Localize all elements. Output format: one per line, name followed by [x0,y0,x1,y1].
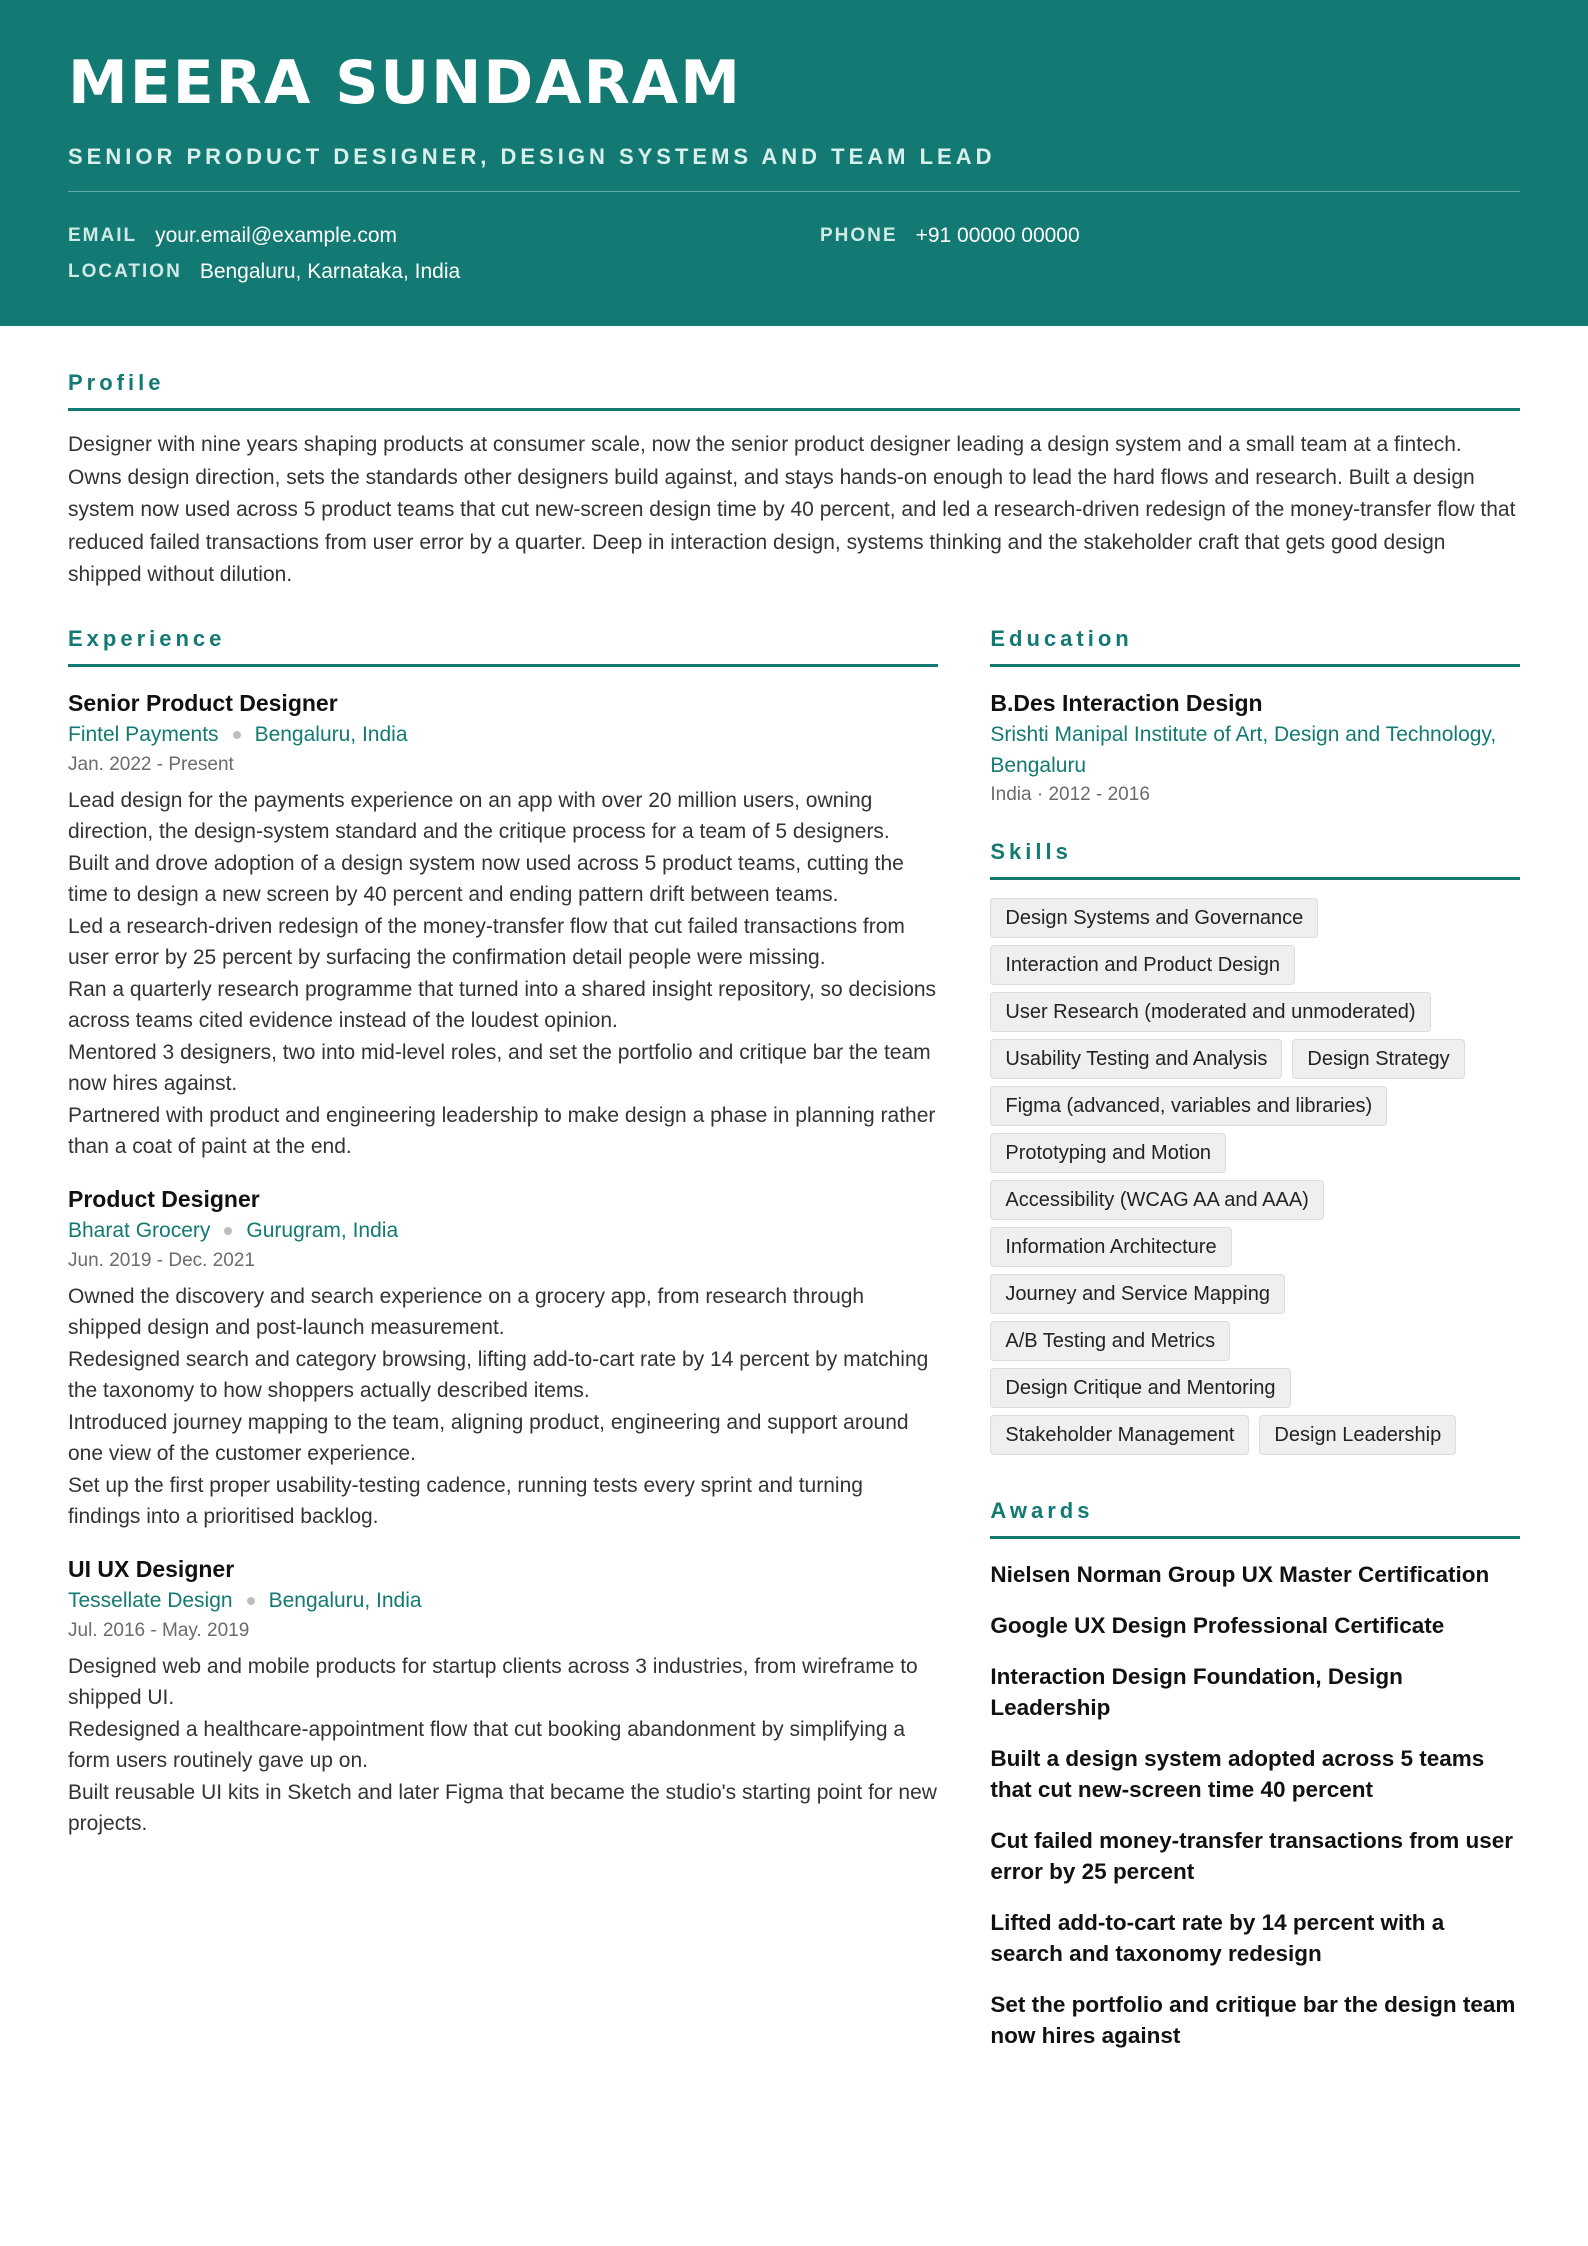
skill-tag: Journey and Service Mapping [990,1274,1285,1314]
skill-tag: Design Strategy [1292,1039,1464,1079]
job-bullet: Lead design for the payments experience on an app with over 20 million users, owning direction, the design-system standard and the critique process for a team of 5 designers. [68,788,890,843]
header-divider [68,191,1520,192]
candidate-name: MEERA SUNDARAM [68,48,742,118]
job-bullet: Redesigned search and category browsing, lifting add-to-cart rate by 14 percent by matching the taxonomy to how shoppers actually described items. [68,1347,929,1402]
skill-tag: User Research (moderated and unmoderated) [990,992,1430,1032]
skill-tag: Prototyping and Motion [990,1133,1226,1173]
job-bullet: Built and drove adoption of a design system now used across 5 product teams, cutting the time to design a new screen by 40 percent and ending pattern drift between teams. [68,851,904,906]
separator-dot-icon [247,1597,255,1605]
job-company: Fintel Payments [68,722,219,746]
job-meta [68,1215,938,1247]
job-bullet: Ran a quarterly research programme that turned into a shared insight repository, so decisions across teams cited evidence instead of the loudest opinion. [68,977,937,1032]
award-item: Lifted add-to-cart rate by 14 percent with a search and taxonomy redesign [990,1909,1445,1966]
award-item: Built a design system adopted across 5 teams that cut new-screen time 40 percent [990,1745,1485,1802]
education-meta: India · 2012 - 2016 [990,783,1150,805]
resume-header [0,0,1588,326]
email-value[interactable]: your.email@example.com [155,224,398,247]
skill-tag: Information Architecture [990,1227,1231,1267]
experience-section [68,626,938,1840]
skills-list [990,898,1520,1462]
phone-label: PHONE [820,225,898,246]
section-title-experience: Experience [68,626,938,667]
skill-tag: Accessibility (WCAG AA and AAA) [990,1180,1323,1220]
job-company: Tessellate Design [68,1588,233,1612]
job-dates: Jan. 2022 - Present [68,753,234,775]
two-column-layout [68,626,1520,2051]
contact-row [68,218,1520,254]
job-bullet: Designed web and mobile products for startup clients across 3 industries, from wireframe to shipped UI. [68,1654,918,1709]
job-location: Bengaluru, India [254,722,408,746]
skill-tag: A/B Testing and Metrics [990,1321,1230,1361]
job-entry [68,1183,938,1533]
job-title: Product Designer [68,1185,260,1212]
award-item: Nielsen Norman Group UX Master Certification [990,1561,1490,1587]
education-school: Srishti Manipal Institute of Art, Design and Technology, Bengaluru [990,722,1497,777]
right-column [990,626,1520,2051]
job-meta [68,719,938,751]
awards-section [990,1498,1520,2051]
education-degree: B.Des Interaction Design [990,689,1263,716]
job-company: Bharat Grocery [68,1218,211,1242]
separator-dot-icon [233,731,241,739]
skill-tag: Stakeholder Management [990,1415,1249,1455]
contact-block [68,218,1520,290]
job-entry [68,1553,938,1840]
job-meta [68,1585,938,1617]
job-bullet: Built reusable UI kits in Sketch and later Figma that became the studio's starting point for new projects. [68,1780,937,1835]
award-item: Google UX Design Professional Certificate [990,1612,1445,1638]
phone-value[interactable]: +91 00000 00000 [915,224,1080,247]
skill-tag: Usability Testing and Analysis [990,1039,1282,1079]
award-item: Interaction Design Foundation, Design Leadership [990,1663,1403,1720]
job-bullet: Owned the discovery and search experience on a grocery app, from research through shipped design and post-launch measurement. [68,1284,865,1339]
job-entry [68,687,938,1163]
section-title-education: Education [990,626,1520,667]
section-title-awards: Awards [990,1498,1520,1539]
job-location: Gurugram, India [246,1218,399,1242]
job-bullet: Led a research-driven redesign of the money-transfer flow that cut failed transactions from user error by 25 percent by surfacing the confirmation detail people were missing. [68,914,905,969]
job-location: Bengaluru, India [268,1588,422,1612]
left-column [68,626,938,2051]
skill-tag: Design Leadership [1259,1415,1456,1455]
skills-section [990,839,1520,1462]
candidate-subtitle: SENIOR PRODUCT DESIGNER, DESIGN SYSTEMS AND TEAM LEAD [68,144,996,169]
award-item: Cut failed money-transfer transactions from user error by 25 percent [990,1827,1513,1884]
location-label: LOCATION [68,261,182,282]
phone-entry [820,224,1080,248]
email-entry [68,224,820,248]
education-section [990,626,1520,809]
award-item: Set the portfolio and critique bar the design team now hires against [990,1991,1516,2048]
job-bullet: Partnered with product and engineering leadership to make design a phase in planning rather than a coat of paint at the end. [68,1103,936,1158]
job-title: UI UX Designer [68,1555,235,1582]
skill-tag: Interaction and Product Design [990,945,1295,985]
section-title-skills: Skills [990,839,1520,880]
profile-section [68,370,1520,592]
skill-tag: Figma (advanced, variables and libraries) [990,1086,1387,1126]
job-bullet: Redesigned a healthcare-appointment flow that cut booking abandonment by simplifying a form users routinely gave up on. [68,1717,906,1772]
job-title: Senior Product Designer [68,689,338,716]
resume-body [0,326,1588,2051]
separator-dot-icon [224,1227,232,1235]
email-label: EMAIL [68,225,138,246]
section-title-profile: Profile [68,370,1520,411]
location-value: Bengaluru, Karnataka, India [199,260,461,283]
job-dates: Jun. 2019 - Dec. 2021 [68,1249,255,1271]
skill-tag: Design Critique and Mentoring [990,1368,1290,1408]
job-bullet: Mentored 3 designers, two into mid-level roles, and set the portfolio and critique bar the team now hires against. [68,1040,931,1095]
contact-row [68,254,1520,290]
location-entry [68,260,820,284]
job-dates: Jul. 2016 - May. 2019 [68,1619,250,1641]
skill-tag: Design Systems and Governance [990,898,1318,938]
profile-text: Designer with nine years shaping products at consumer scale, now the senior product designer leading a design system and a small team at a fintech. Owns design direction, sets the standards other designers build against, and stays hands-on enough to lead the hard flows and research. Built a design system now used across 5 product teams that cut new-screen design time by 40 percent, and led a research-driven redesign of the money-transfer flow that reduced failed transactions from user error by a quarter. Deep in interaction design, systems thinking and the stakeholder craft that gets good design shipped without dilution. [68,433,1516,586]
job-bullet: Introduced journey mapping to the team, aligning product, engineering and support around one view of the customer experience. [68,1410,909,1465]
job-bullet: Set up the first proper usability-testing cadence, running tests every sprint and turning findings into a prioritised backlog. [68,1473,863,1528]
